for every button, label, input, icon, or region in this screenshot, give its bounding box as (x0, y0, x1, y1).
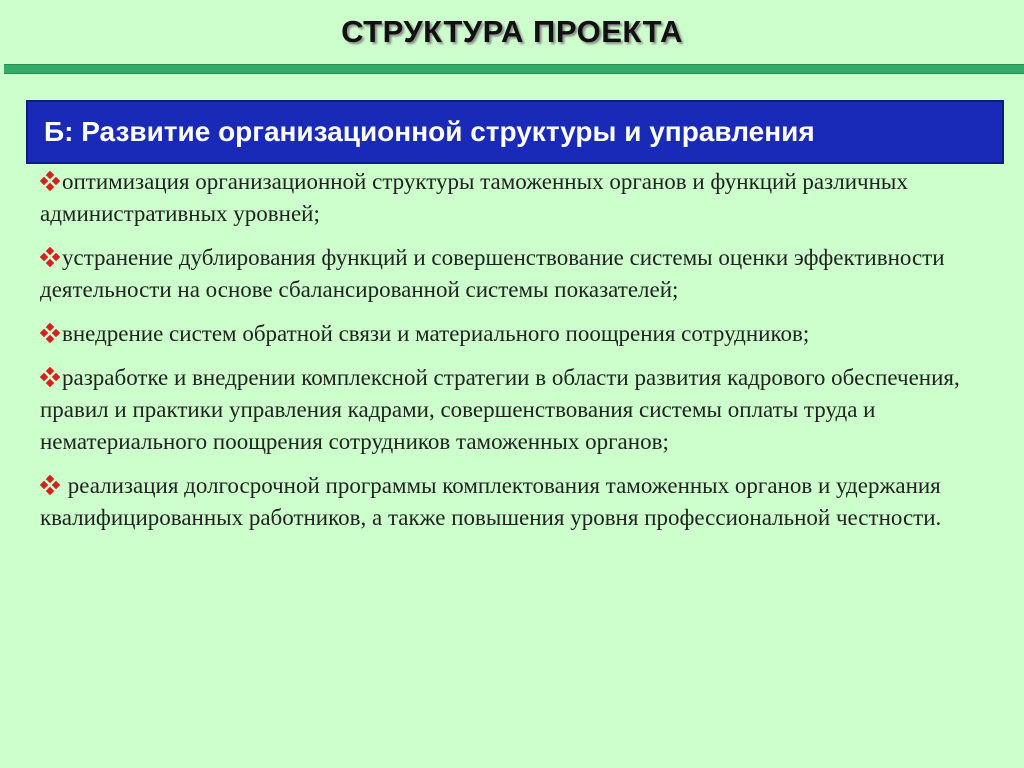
section-heading: Б: Развитие организационной структуры и управления (26, 100, 1004, 164)
bullet-text: разработке и внедрении комплексной стратегии в области развития кадрового обеспечения, правил и практики управления кадрами, совершенствования системы оплаты труда и нематериального поощрения сотрудников таможенных органов; (40, 365, 960, 454)
bullet-item (40, 166, 1006, 230)
four-diamond-bullet-icon (40, 170, 60, 192)
bullet-text: оптимизация организационной структуры таможенных органов и функций различных административных уровней; (40, 169, 908, 226)
four-diamond-bullet-icon (40, 474, 60, 496)
bullet-text: устранение дублирования функций и совершенствование системы оценки эффективности деятельности на основе сбалансированной системы показателей; (40, 245, 945, 302)
bullet-item (40, 242, 1006, 306)
four-diamond-bullet-icon (40, 246, 60, 268)
four-diamond-bullet-icon (40, 366, 60, 388)
bullet-item (40, 470, 1006, 534)
bullet-text: внедрение систем обратной связи и материального поощрения сотрудников; (62, 321, 810, 346)
bullet-text: реализация долгосрочной программы комплектования таможенных органов и удержания квалифицированных работников, а также повышения уровня профессиональной честности. (40, 473, 942, 530)
bullet-item (40, 318, 1006, 350)
four-diamond-bullet-icon (40, 322, 60, 344)
bullet-item (40, 362, 1006, 458)
bullet-list (40, 166, 1006, 546)
title-underline (4, 64, 1024, 74)
slide-title: СТРУКТУРА ПРОЕКТА (341, 14, 683, 49)
